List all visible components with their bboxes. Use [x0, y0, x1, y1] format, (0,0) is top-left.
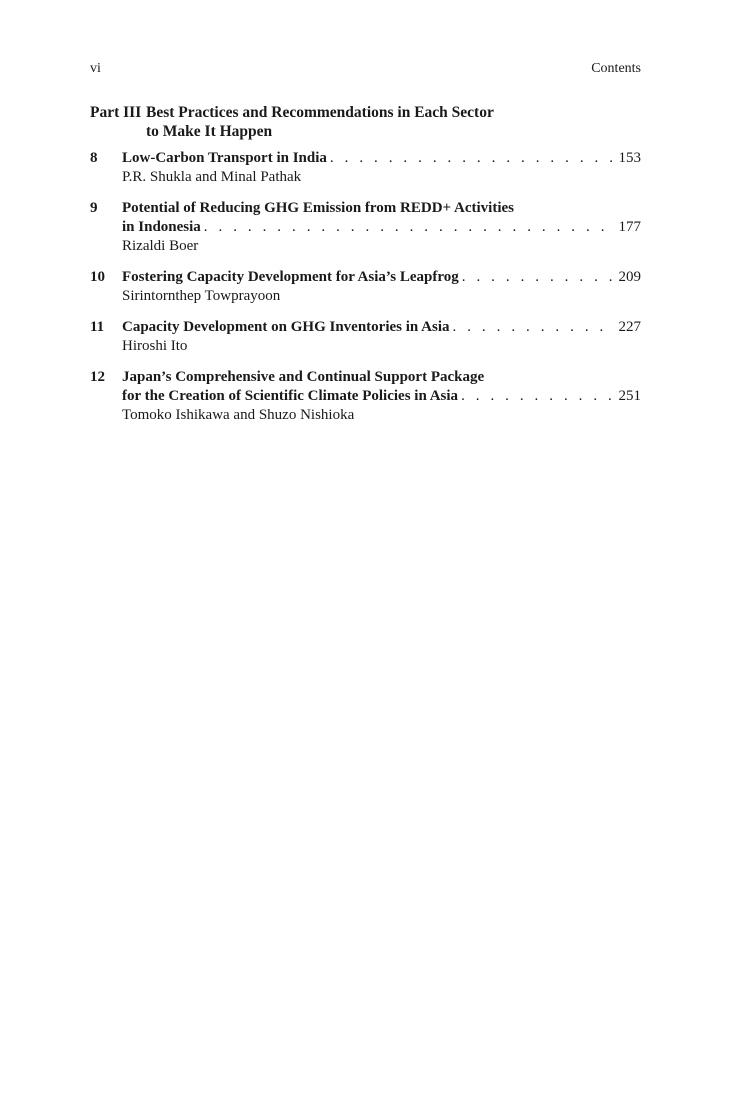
chapter-number: 9 — [90, 200, 98, 216]
dot-leader — [327, 149, 615, 168]
chapter-authors: Sirintornthep Towprayoon — [122, 288, 281, 304]
part-label: Part III — [90, 104, 142, 121]
toc-list — [90, 149, 641, 437]
chapter-authors: Tomoko Ishikawa and Shuzo Nishioka — [122, 407, 355, 423]
toc-entry[interactable] — [90, 368, 641, 425]
chapter-number: 11 — [90, 319, 105, 335]
chapter-title[interactable]: for the Creation of Scientific Climate Policies in Asia — [122, 388, 459, 404]
toc-entry[interactable] — [90, 199, 641, 256]
running-header — [90, 59, 641, 78]
dot-leader — [450, 318, 615, 337]
dot-leader — [458, 387, 614, 406]
chapter-title[interactable]: Fostering Capacity Development for Asia’s Leapfrog — [122, 269, 459, 285]
toc-entry[interactable] — [90, 149, 641, 187]
page-number: vi — [90, 61, 101, 76]
part-title-line-1: Best Practices and Recommendations in Each Sector — [146, 104, 494, 121]
dot-leader — [459, 268, 615, 287]
chapter-authors: Hiroshi Ito — [122, 338, 188, 354]
part-heading — [90, 103, 641, 141]
chapter-title-line[interactable]: Japan’s Comprehensive and Continual Support Package — [122, 369, 485, 385]
chapter-page: 209 — [618, 269, 641, 285]
chapter-title[interactable]: Low-Carbon Transport in India — [122, 150, 327, 166]
chapter-title[interactable]: Capacity Development on GHG Inventories in Asia — [122, 319, 450, 335]
chapter-number: 8 — [90, 150, 98, 166]
chapter-title-line[interactable]: Potential of Reducing GHG Emission from REDD+ Activities — [122, 200, 515, 216]
chapter-page: 177 — [618, 219, 641, 235]
chapter-authors: P.R. Shukla and Minal Pathak — [122, 169, 302, 185]
running-title: Contents — [591, 61, 641, 76]
chapter-page: 251 — [618, 388, 641, 404]
toc-entry[interactable] — [90, 268, 641, 306]
chapter-title[interactable]: in Indonesia — [122, 219, 201, 235]
chapter-number: 10 — [90, 269, 105, 285]
toc-entry[interactable] — [90, 318, 641, 356]
chapter-authors: Rizaldi Boer — [122, 238, 199, 254]
chapter-page: 227 — [618, 319, 641, 335]
part-title-line-2: to Make It Happen — [146, 123, 273, 140]
chapter-number: 12 — [90, 369, 105, 385]
dot-leader — [201, 218, 615, 237]
chapter-page: 153 — [618, 150, 641, 166]
